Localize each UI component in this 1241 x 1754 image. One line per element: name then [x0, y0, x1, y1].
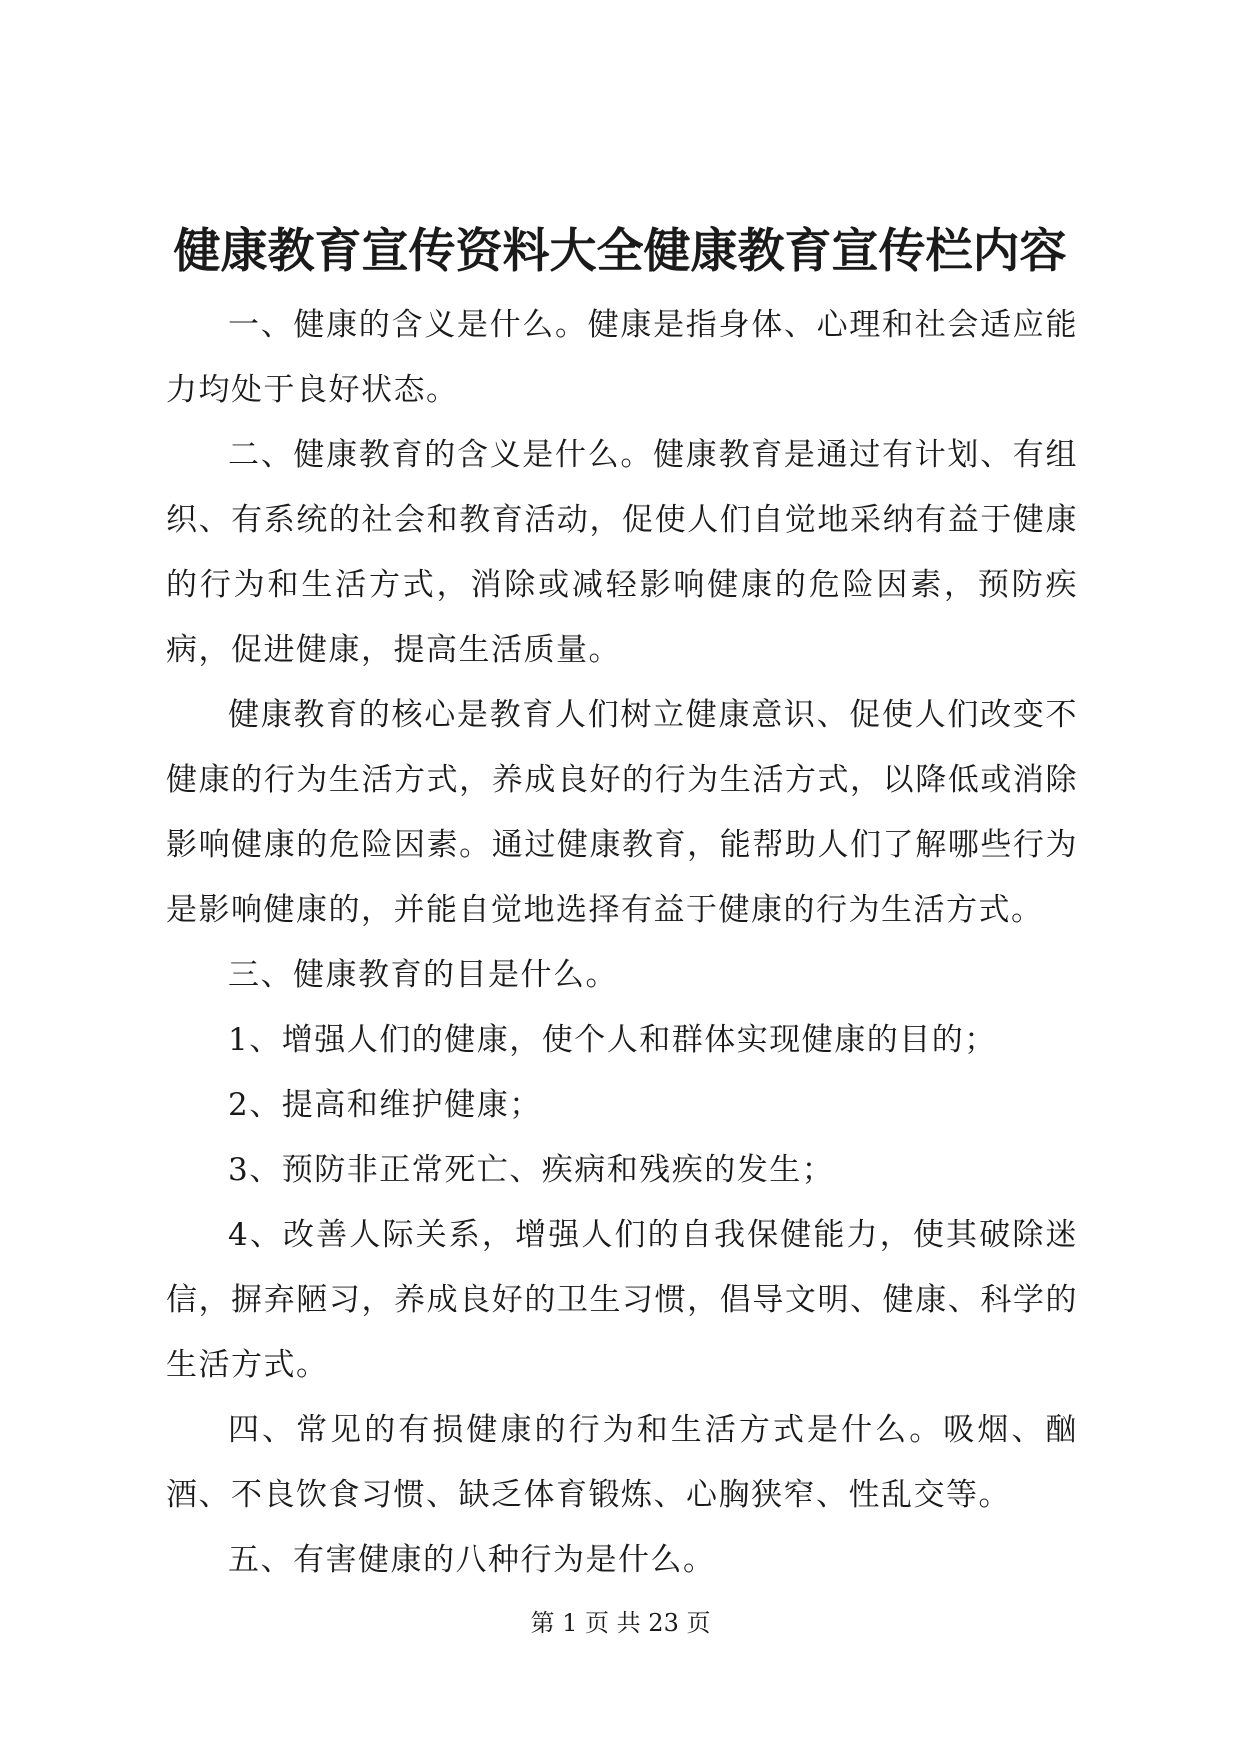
- paragraph-health-definition: 一、健康的含义是什么。健康是指身体、心理和社会适应能力均处于良好状态。: [166, 307, 1078, 408]
- paragraph-harmful-behaviors: 四、常见的有损健康的行为和生活方式是什么。吸烟、酗酒、不良饮食习惯、缺乏体育锻炼、心胸狭窄、性乱交等。: [166, 1412, 1078, 1513]
- paragraph-goal-3: 3、预防非正常死亡、疾病和残疾的发生；: [228, 1152, 835, 1188]
- paragraph-goals-heading: 三、健康教育的目是什么。: [228, 957, 618, 993]
- paragraph-eight-behaviors-heading: 五、有害健康的八种行为是什么。: [228, 1542, 716, 1578]
- page-footer: [0, 1606, 1241, 1640]
- paragraph-goal-2: 2、提高和维护健康；: [228, 1087, 542, 1123]
- paragraph-health-education-core: 健康教育的核心是教育人们树立健康意识、促使人们改变不健康的行为生活方式，养成良好的行为生活方式，以降低或消除影响健康的危险因素。通过健康教育，能帮助人们了解哪些行为是影响健康的，并能自觉地选择有益于健康的行为生活方式。: [166, 697, 1078, 928]
- paragraph-goal-4: 4、改善人际关系，增强人们的自我保健能力，使其破除迷信，摒弃陋习，养成良好的卫生习惯，倡导文明、健康、科学的生活方式。: [166, 1217, 1078, 1383]
- document-title: 健康教育宣传资料大全健康教育宣传栏内容: [173, 224, 1067, 279]
- page-number-label: 第 1 页 共 23 页: [530, 1609, 711, 1637]
- paragraph-health-education-definition: 二、健康教育的含义是什么。健康教育是通过有计划、有组织、有系统的社会和教育活动，促使人们自觉地采纳有益于健康的行为和生活方式，消除或减轻影响健康的危险因素，预防疾病，促进健康，提高生活质量。: [166, 437, 1078, 668]
- paragraph-goal-1: 1、增强人们的健康，使个人和群体实现健康的目的；: [228, 1022, 997, 1058]
- document-body: [166, 293, 1078, 1593]
